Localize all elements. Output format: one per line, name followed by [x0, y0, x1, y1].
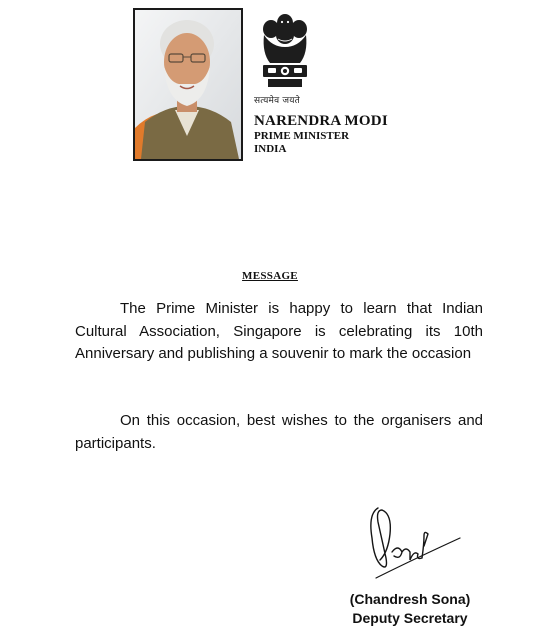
- message-paragraph-1: The Prime Minister is happy to learn that Indian Cultural Association, Singapore is celebrating its 10th Anniversary and publishing a souvenir to mark the occasion: [75, 300, 483, 362]
- signatory-block: [335, 590, 485, 628]
- letterhead-name-block: [254, 113, 388, 156]
- signatory-name: (Chandresh Sona): [349, 591, 471, 607]
- message-heading: MESSAGE: [242, 270, 298, 282]
- state-emblem-icon: [252, 9, 318, 105]
- prime-minister-name: NARENDRA MODI: [254, 113, 388, 129]
- handwritten-signature: [352, 500, 472, 582]
- signatory-designation: Deputy Secretary: [352, 610, 468, 626]
- message-paragraph-2: On this occasion, best wishes to the organisers and participants.: [75, 412, 483, 452]
- country-name: INDIA: [254, 143, 287, 155]
- portrait-photo: [133, 8, 243, 161]
- prime-minister-title: PRIME MINISTER: [254, 130, 350, 142]
- national-motto: सत्यमेव जयते: [254, 96, 300, 106]
